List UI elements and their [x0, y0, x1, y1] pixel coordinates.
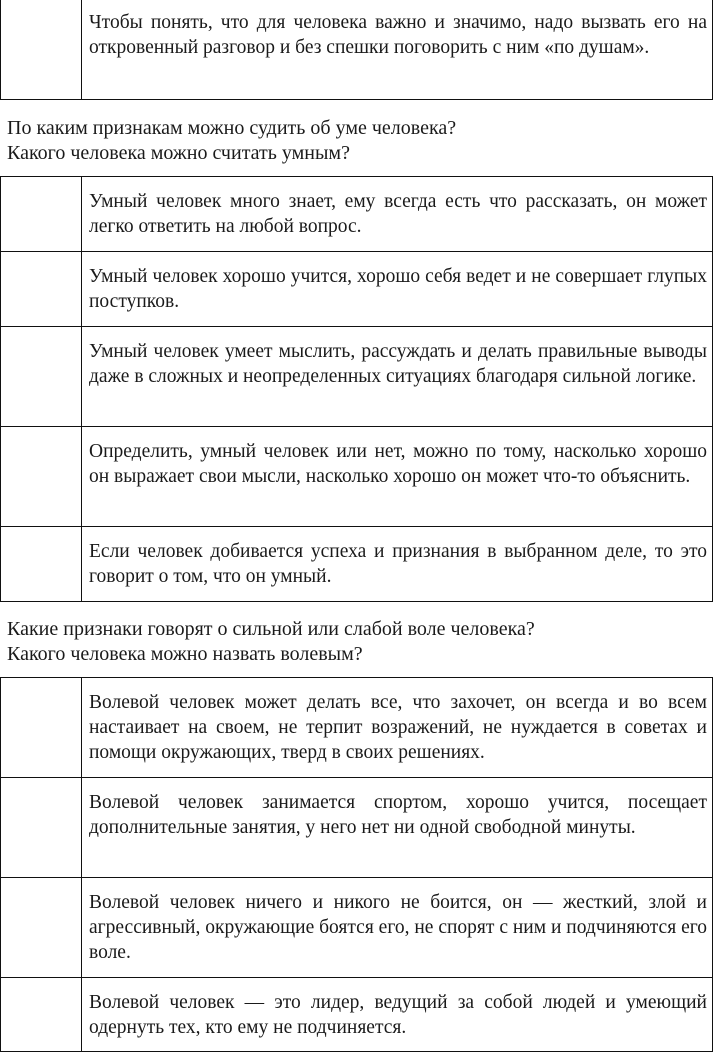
- option-checkbox-cell[interactable]: [1, 427, 82, 527]
- option-text: Определить, умный человек или нет, можно по тому, насколько хорошо он выражает свои мысли, насколько хорошо он может что-то объяснить.: [82, 427, 713, 527]
- option-row: [1, 177, 713, 252]
- options-table-willpower: [0, 677, 713, 1052]
- option-text: Волевой человек может делать все, что захочет, он всегда и во всем настаивает на своем, не терпит возражений, не нуждается в советах и помощи окружающих, тверд в своих решениях.: [82, 678, 713, 778]
- option-checkbox-cell[interactable]: [1, 978, 82, 1052]
- option-checkbox-cell[interactable]: [1, 878, 82, 978]
- option-text: Умный человек хорошо учится, хорошо себя ведет и не совершает глупых поступков.: [82, 252, 713, 327]
- option-row: [1, 778, 713, 878]
- question-willpower: [7, 617, 707, 667]
- option-text: Умный человек умеет мыслить, рассуждать и делать правильные выводы даже в сложных и неопределенных ситуациях благодаря сильной логике.: [82, 327, 713, 427]
- options-table-intelligence: [0, 176, 713, 602]
- option-row: [1, 527, 713, 602]
- option-checkbox-cell[interactable]: [1, 252, 82, 327]
- option-checkbox-cell[interactable]: [1, 778, 82, 878]
- option-text: Волевой человек занимается спортом, хорошо учится, посещает дополнительные занятия, у него нет ни одной свободной минуты.: [82, 778, 713, 878]
- option-checkbox-cell[interactable]: [1, 327, 82, 427]
- option-checkbox-cell[interactable]: [1, 0, 82, 99]
- option-row: [1, 878, 713, 978]
- option-text: Волевой человек ничего и никого не боится, он — жесткий, злой и агрессивный, окружающие боятся его, не спорят с ним и подчиняются его воле.: [82, 878, 713, 978]
- question-intelligence: [7, 116, 707, 166]
- option-text: Чтобы понять, что для человека важно и значимо, надо вызвать его на откровенный разговор и без спешки поговорить с ним «по душам».: [82, 0, 713, 99]
- option-row: [1, 252, 713, 327]
- option-text: Волевой человек — это лидер, ведущий за собой людей и умеющий одернуть тех, кто ему не подчиняется.: [82, 978, 713, 1052]
- option-row: [1, 678, 713, 778]
- options-table-values: [0, 0, 713, 100]
- option-text: Если человек добивается успеха и признания в выбранном деле, то это говорит о том, что он умный.: [82, 527, 713, 602]
- option-row: [1, 0, 713, 99]
- option-checkbox-cell[interactable]: [1, 527, 82, 602]
- question-line-2: Какого человека можно считать умным?: [7, 142, 350, 164]
- option-checkbox-cell[interactable]: [1, 177, 82, 252]
- option-row: [1, 427, 713, 527]
- option-checkbox-cell[interactable]: [1, 678, 82, 778]
- option-text: Умный человек много знает, ему всегда есть что рассказать, он может легко ответить на любой вопрос.: [82, 177, 713, 252]
- question-line-1: Какие признаки говорят о сильной или слабой воле человека?: [7, 618, 535, 640]
- question-line-2: Какого человека можно назвать волевым?: [7, 643, 363, 665]
- question-line-1: По каким признакам можно судить об уме человека?: [7, 117, 457, 139]
- option-row: [1, 978, 713, 1052]
- option-row: [1, 327, 713, 427]
